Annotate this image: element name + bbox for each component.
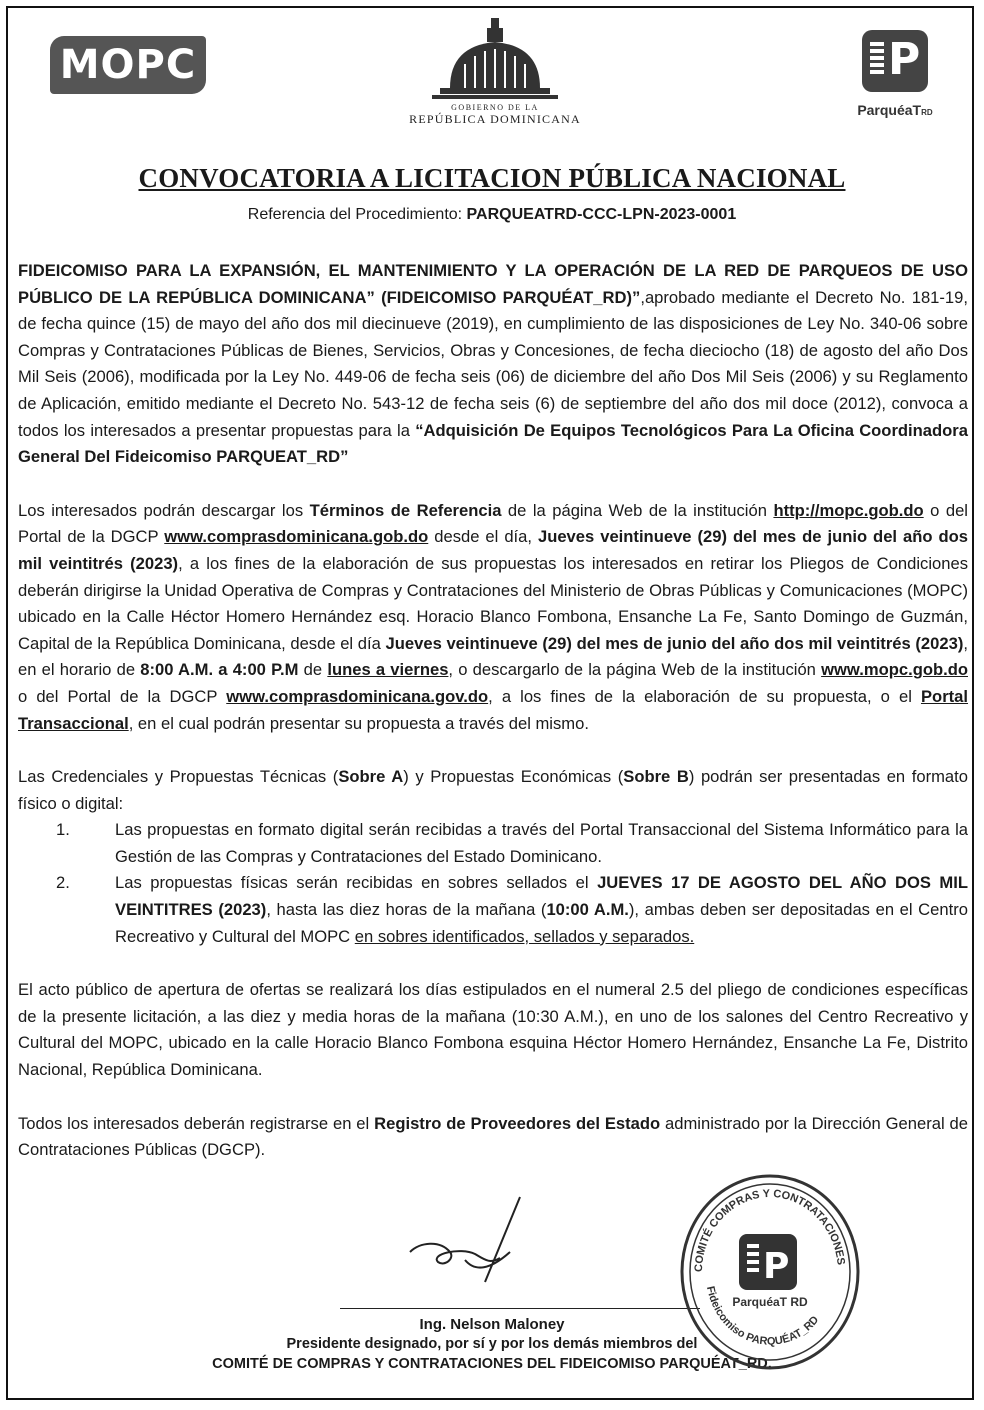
stamp-brand: ParquéaT RD	[732, 1295, 808, 1309]
parqueat-logo	[840, 30, 950, 130]
link-comprasdominicana[interactable]: www.comprasdominicana.gob.do	[164, 527, 429, 547]
paragraph-registry: Todos los interesados deberán registrarse en el Registro de Proveedores del Estado administrado por la Dirección General de Contrataciones Públicas (DGCP).	[18, 1113, 968, 1160]
link-comprasdominicana-gov[interactable]: www.comprasdominicana.gov.do	[226, 686, 489, 706]
signer-organization: COMITÉ DE COMPRAS Y CONTRATACIONES DEL FIDEICOMISO PARQUÉAT_RD.	[212, 1356, 772, 1372]
svg-text:P: P	[763, 1246, 790, 1287]
signer-role: Presidente designado, por sí y por los demás miembros del	[286, 1336, 698, 1352]
list-item: 2. Las propuestas físicas serán recibidas en sobres sellados el JUEVES 17 DE AGOSTO DEL AÑO DOS MIL VEINTITRES (2023), hasta las diez horas de la mañana (10:00 A.M.), ambas deben ser depositadas en el Centro Recreativo y Cultural del MOPC en sobres identificados, sellados y separados.	[56, 873, 968, 946]
link-portal-transaccional[interactable]: Portal Transaccional	[18, 686, 969, 733]
link-mopc[interactable]: http://mopc.gob.do	[773, 500, 924, 520]
government-seal	[395, 16, 595, 136]
procedure-reference: Referencia del Procedimiento: PARQUEATRD-CCC-LPN-2023-0001	[247, 206, 737, 223]
signature-line	[340, 1308, 700, 1309]
paragraph-opening: El acto público de apertura de ofertas se realizará los días estipulados en el numeral 2.5 del pliego de condiciones específicas de la presente licitación, a las diez y media horas de la mañana (10:30 A.M.), en uno de los salones del Centro Recreativo y Cultural del MOPC, ubicado en la calle Horacio Blanco Fombona esquina Héctor Homero Hernández, Ensanche La Fe, Distrito Nacional, República Dominicana.	[18, 980, 968, 1080]
gov-line-2: REPÚBLICA DOMINICANA	[409, 112, 581, 126]
proposal-list	[18, 817, 968, 950]
list-item: 1. Las propuestas en formato digital serán recibidas a través del Portal Transaccional del Sistema Informático para la Gestión de las Compras y Contrataciones del Estado Dominicano.	[56, 820, 968, 866]
reference-code: PARQUEATRD-CCC-LPN-2023-0001	[466, 206, 737, 223]
link-mopc-www[interactable]: www.mopc.gob.do	[821, 660, 968, 680]
parqueat-name: ParquéaTRD	[857, 102, 933, 118]
capitol-dome-icon	[430, 16, 560, 101]
stamp-bottom-text: Fideicomiso PARQUÉAT_RD	[703, 1285, 822, 1348]
stamp-top-text: COMITÉ COMPRAS Y CONTRATACIONES	[692, 1187, 847, 1273]
paragraph-proposals: Las Credenciales y Propuestas Técnicas (Sobre A) y Propuestas Económicas (Sobre B) podrán ser presentadas en formato físico o digital: 1. Las propuestas en formato digital serán recibidas a través del Portal Transaccional del Sistema Informático para la Gestión de las Compras y Contrataciones del Estado Dominicano. 2. Las propuestas físicas serán recibidas en sobres sellados el JUEVES 17 DE AGOSTO DEL AÑO DOS MIL VEINTITRES (2023), hasta las diez horas de la mañana (10:00 A.M.), ambas deben ser depositadas en el Centro Recreativo y Cultural del MOPC en sobres identificados, sellados y separados.	[18, 764, 968, 950]
signer-name: Ing. Nelson Maloney	[419, 1316, 565, 1333]
document-body	[18, 258, 968, 1191]
handwritten-signature	[390, 1192, 530, 1292]
mopc-logo: MOPC	[50, 36, 206, 94]
parking-p-icon: P	[862, 30, 928, 92]
paragraph-intro: FIDEICOMISO PARA LA EXPANSIÓN, EL MANTENIMIENTO Y LA OPERACIÓN DE LA RED DE PARQUEOS DE USO PÚBLICO DE LA REPÚBLICA DOMINICANA” (FIDEICOMISO PARQUÉAT_RD)”,aprobado mediante el Decreto No. 181-19, de fecha quince (15) de mayo del año dos mil diecinueve (2019), en cumplimiento de las disposiciones de Ley No. 340-06 sobre Compras y Contrataciones Públicas de Bienes, Servicios, Obras y Concesiones, de fecha dieciocho (18) de agosto del año Dos Mil Seis (2006), modificada por la Ley No. 449-06 de fecha seis (06) de diciembre del año Dos Mil Seis (2006) y su Reglamento de Aplicación, emitido mediante el Decreto No. 543-12 de fecha seis (6) de septiembre del año dos mil doce (2012), convoca a todos los interesados a presentar propuestas para la “Adquisición De Equipos Tecnológicos Para La Oficina Coordinadora General Del Fideicomiso PARQUEAT_RD”	[18, 261, 969, 467]
page-title: CONVOCATORIA A LICITACION PÚBLICA NACIONAL	[138, 163, 846, 193]
committee-stamp	[677, 1172, 863, 1372]
gov-line-1: GOBIERNO DE LA	[451, 103, 539, 112]
paragraph-downloads: Los interesados podrán descargar los Términos de Referencia de la página Web de la institución http://mopc.gob.do o del Portal de la DGCP www.comprasdominicana.gob.do desde el día, Jueves veintinueve (29) del mes de junio del año dos mil veintitrés (2023), a los fines de la elaboración de sus propuestas los interesados en retirar los Pliegos de Condiciones deberán dirigirse la Unidad Operativa de Compras y Contrataciones del Ministerio de Obras Públicas y Comunicaciones (MOPC) ubicado en la Calle Héctor Homero Hernández esq. Horacio Blanco Fombona, Ensanche La Fe, Santo Domingo de Guzmán, Capital de la República Dominicana, desde el día Jueves veintinueve (29) del mes de junio del año dos mil veintitrés (2023), en el horario de 8:00 A.M. a 4:00 P.M de lunes a viernes, o descargarlo de la página Web de la institución www.mopc.gob.do o del Portal de la DGCP www.comprasdominicana.gov.do, a los fines de la elaboración de su propuesta, o el Portal Transaccional, en el cual podrán presentar su propuesta a través del mismo.	[18, 500, 969, 733]
